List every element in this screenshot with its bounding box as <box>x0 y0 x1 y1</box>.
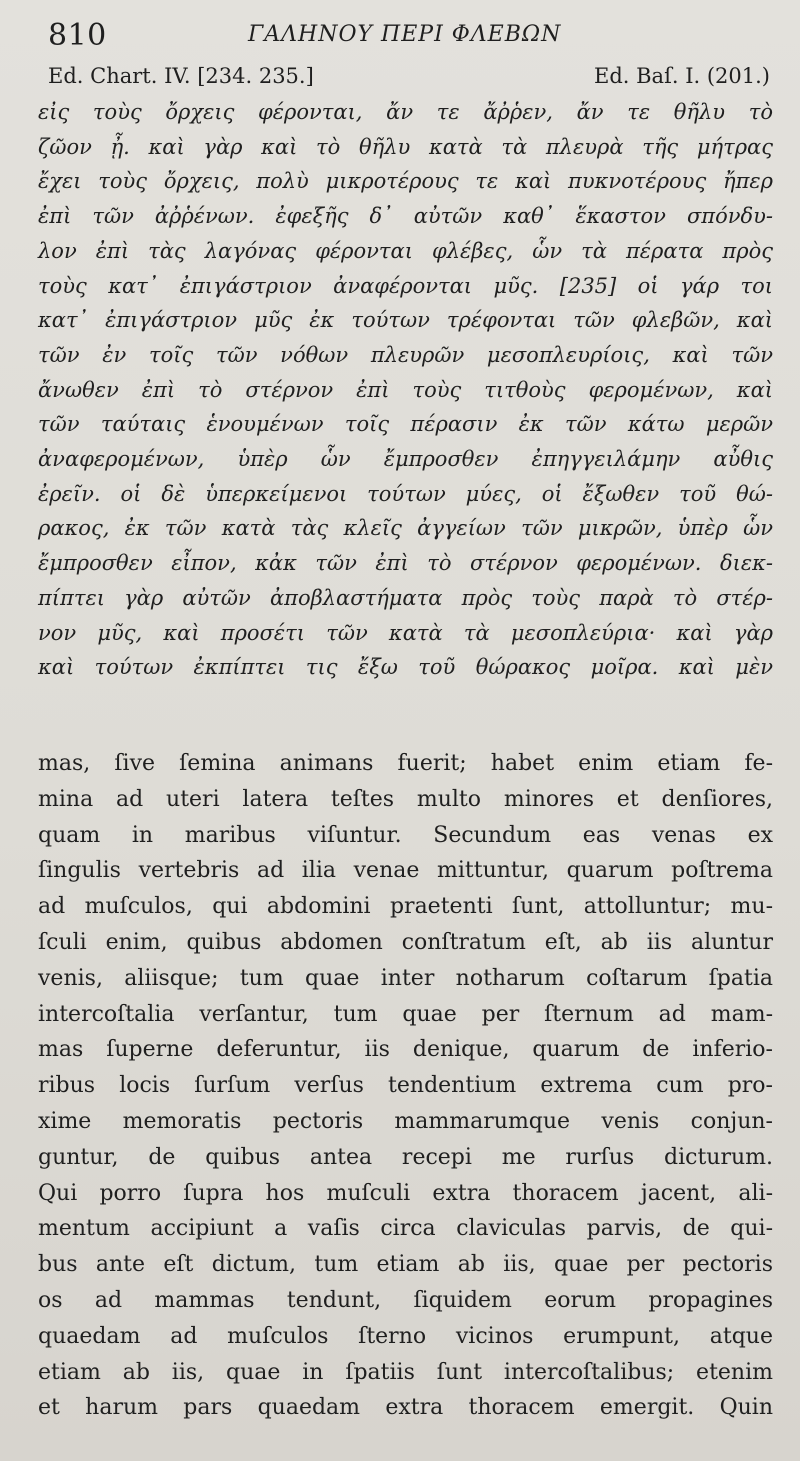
greek-text-line: νον μῦς, καὶ προσέτι τῶν κατὰ τὰ μεσοπλεύρια· καὶ γὰρ <box>38 620 773 645</box>
greek-text-line: τῶν ταύταις ἑνουμένων τοῖς πέρασιν ἐκ τῶν κάτω μερῶν <box>38 412 773 437</box>
greek-text-line: ἔμπροσθεν εἶπον, κἀκ τῶν ἐπὶ τὸ στέρνον φερομένων. διεκ- <box>38 551 773 576</box>
latin-text-line: bus ante eſt dictum, tum etiam ab iis, quae per pectoris <box>38 1252 773 1278</box>
latin-text-line: os ad mammas tendunt, ſiquidem eorum propagines <box>38 1287 773 1313</box>
edition-reference-line <box>48 64 770 92</box>
page-header <box>48 14 758 58</box>
greek-text-line: εἰς τοὺς ὄρχεις φέρονται, ἄν τε ἄῤῥεν, ἄν τε θῆλυ τὸ <box>38 100 773 124</box>
latin-text-line: mas, ſive ſemina animans fuerit; habet enim etiam fe- <box>38 751 773 776</box>
latin-text-line: mina ad uteri latera teſtes multo minores et denſiores, <box>38 786 773 812</box>
greek-text-line: κατ᾽ ἐπιγάστριον μῦς ἐκ τούτων τρέφονται τῶν φλεβῶν, καὶ <box>38 308 773 333</box>
latin-text-line: venis, aliisque; tum quae inter notharum coſtarum ſpatia <box>38 965 773 991</box>
latin-text-line: ſingulis vertebris ad ilia venae mittuntur, quarum poſtrema <box>38 858 773 884</box>
latin-text-line: mas ſuperne deferuntur, iis denique, quarum de inferio- <box>38 1037 773 1063</box>
running-title: ΓΑΛΗΝΟΥ ΠΕΡΙ ΦΛΕΒΩΝ <box>248 22 562 47</box>
greek-text-block <box>38 95 773 685</box>
greek-text-line: ρακος, ἐκ τῶν κατὰ τὰς κλεῖς ἀγγείων τῶν μικρῶν, ὑπὲρ ὧν <box>38 516 773 541</box>
greek-text-line: τοὺς κατ᾽ ἐπιγάστριον ἀναφέρονται μῦς. [235] οἱ γάρ τοι <box>38 273 773 298</box>
latin-text-block <box>38 746 773 1426</box>
greek-text-line: λον ἐπὶ τὰς λαγόνας φέρονται φλέβες, ὧν τὰ πέρατα πρὸς <box>38 238 773 263</box>
latin-text-line: quam in maribus viſuntur. Secundum eas venas ex <box>38 822 773 848</box>
latin-text-line: ad muſculos, qui abdomini praetenti ſunt, attolluntur; mu- <box>38 894 773 920</box>
latin-text-line: mentum accipiunt a vaſis circa claviculas parvis, de qui- <box>38 1216 773 1242</box>
latin-text-line: ſculi enim, quibus abdomen conſtratum eſt, ab iis aluntur <box>38 929 773 955</box>
latin-text-line: xime memoratis pectoris mammarumque venis conjun- <box>38 1108 773 1134</box>
greek-text-line: ἔχει τοὺς ὄρχεις, πολὺ μικροτέρους τε καὶ πυκνοτέρους ἤπερ <box>38 169 773 194</box>
latin-text-line: quaedam ad muſculos ſterno vicinos erumpunt, atque <box>38 1323 773 1349</box>
latin-text-line: intercoſtalia verſantur, tum quae per ſternum ad mam- <box>38 1001 773 1027</box>
greek-text-line: ἐρεῖν. οἱ δὲ ὑπερκείμενοι τούτων μύες, οἱ ἔξωθεν τοῦ θώ- <box>38 481 773 506</box>
latin-text-line: et harum pars quaedam extra thoracem emergit. Quin <box>38 1395 773 1421</box>
greek-text-line: ἀναφερομένων, ὑπὲρ ὧν ἔμπροσθεν ἐπηγγειλάμην αὖθις <box>38 447 773 472</box>
latin-text-line: etiam ab iis, quae in ſpatiis ſunt intercoſtalibus; etenim <box>38 1359 773 1385</box>
latin-text-line: ribus locis ſurſum verſus tendentium extrema cum pro- <box>38 1073 773 1099</box>
latin-text-line: Qui porro ſupra hos muſculi extra thoracem jacent, ali- <box>38 1180 773 1206</box>
greek-text-line: τῶν ἐν τοῖς τῶν νόθων πλευρῶν μεσοπλευρίοις, καὶ τῶν <box>38 342 773 367</box>
greek-text-line: καὶ τούτων ἐκπίπτει τις ἔξω τοῦ θώρακος μοῖρα. καὶ μὲν <box>38 655 773 680</box>
greek-text-line: πίπτει γὰρ αὐτῶν ἀποβλαστήματα πρὸς τοὺς παρὰ τὸ στέρ- <box>38 585 773 610</box>
page-number: 810 <box>48 18 107 53</box>
greek-text-line: ἐπὶ τῶν ἀῤῥένων. ἐφεξῆς δ᾽ αὐτῶν καθ᾽ ἕκαστον σπόνδυ- <box>38 204 773 229</box>
greek-text-line: ἄνωθεν ἐπὶ τὸ στέρνον ἐπὶ τοὺς τιτθοὺς φερομένων, καὶ <box>38 377 773 402</box>
greek-text-line: ζῶον ᾖ. καὶ γὰρ καὶ τὸ θῆλυ κατὰ τὰ πλευρὰ τῆς μήτρας <box>38 134 773 159</box>
latin-text-line: guntur, de quibus antea recepi me rurſus dicturum. <box>38 1144 773 1170</box>
edition-reference-chartier: Ed. Chart. IV. [234. 235.] <box>48 64 314 88</box>
edition-reference-basel: Ed. Baſ. I. (201.) <box>594 64 770 88</box>
